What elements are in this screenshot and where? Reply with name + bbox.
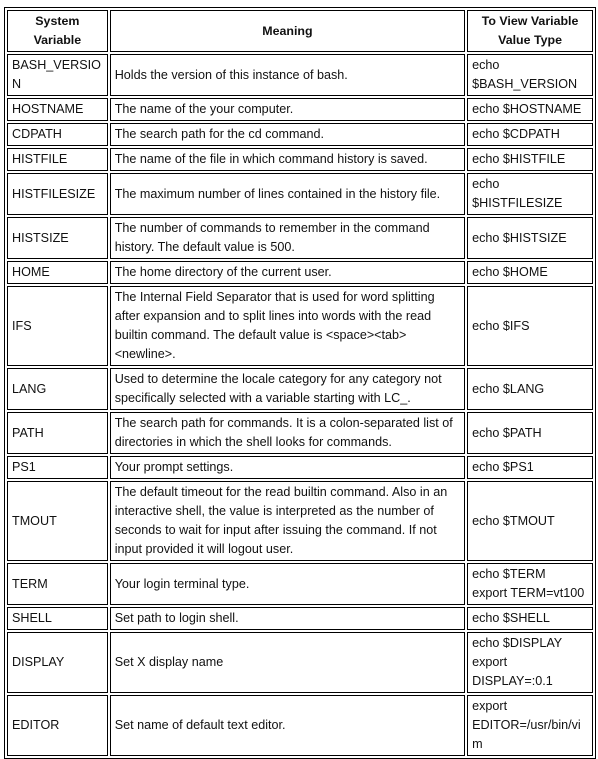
view-command-line: echo (472, 58, 500, 72)
meaning-cell: The default timeout for the read builtin command. Also in an interactive shell, the value is interpreted as the number of seconds to wait for input after issuing the command. If not input provided it will logout user. (110, 481, 465, 561)
table-row (7, 563, 593, 605)
table-row (7, 148, 593, 171)
view-command-line: echo $CDPATH (472, 127, 560, 141)
view-command-line: DISPLAY=:0.1 (472, 674, 553, 688)
meaning-cell: The name of the file in which command history is saved. (110, 148, 465, 171)
table-row (7, 607, 593, 630)
variable-name-cell: HISTFILESIZE (7, 173, 108, 215)
variable-name-cell: PS1 (7, 456, 108, 479)
variable-name-cell: HOME (7, 261, 108, 284)
view-command-line: export (472, 699, 508, 713)
view-command-line: echo $PATH (472, 425, 542, 440)
table-row (7, 261, 593, 284)
view-command-line: echo $HISTSIZE (472, 230, 567, 245)
variable-name-cell: TERM (7, 563, 108, 605)
meaning-cell: The search path for commands. It is a colon-separated list of directories in which the shell looks for commands. (110, 412, 465, 454)
table-row (7, 217, 593, 259)
meaning-cell: Your login terminal type. (110, 563, 465, 605)
table-body (7, 54, 593, 756)
view-command-cell (467, 217, 593, 259)
table-row (7, 632, 593, 693)
table-row (7, 412, 593, 454)
view-command-line: echo $LANG (472, 381, 545, 396)
table-row (7, 481, 593, 561)
view-command-cell (467, 173, 593, 215)
meaning-cell: The search path for the cd command. (110, 123, 465, 146)
view-command-line: echo $HOSTNAME (472, 102, 582, 116)
table-row (7, 456, 593, 479)
view-command-line: $HISTFILESIZE (472, 196, 563, 210)
view-command-cell (467, 563, 593, 605)
meaning-cell: Set name of default text editor. (110, 695, 465, 756)
variable-name-cell: HISTFILE (7, 148, 108, 171)
view-command-line: echo $SHELL (472, 611, 550, 625)
meaning-cell: Set path to login shell. (110, 607, 465, 630)
variable-name-cell: TMOUT (7, 481, 108, 561)
view-command-line: echo $TERM (472, 567, 546, 581)
view-command-cell (467, 632, 593, 693)
variable-name-cell: CDPATH (7, 123, 108, 146)
view-command-cell (467, 412, 593, 454)
view-command-cell (467, 98, 593, 121)
view-command-line: export TERM=vt100 (472, 586, 585, 600)
variable-name-cell: SHELL (7, 607, 108, 630)
meaning-cell: The Internal Field Separator that is used for word splitting after expansion and to split lines into words with the read builtin command. The default value is <space><tab><newline>. (110, 286, 465, 366)
header-meaning: Meaning (110, 10, 465, 52)
view-command-cell (467, 456, 593, 479)
header-row (7, 10, 593, 52)
view-command-cell (467, 286, 593, 366)
table-row (7, 123, 593, 146)
view-command-cell (467, 261, 593, 284)
variable-name-cell: BASH_VERSION (7, 54, 108, 96)
view-command-line: echo $HOME (472, 265, 548, 279)
variable-name-cell: DISPLAY (7, 632, 108, 693)
header-view-value: To View Variable Value Type (467, 10, 593, 52)
view-command-line: $BASH_VERSION (472, 77, 578, 91)
table-row (7, 54, 593, 96)
view-command-line: echo $HISTFILE (472, 152, 566, 166)
view-command-cell (467, 481, 593, 561)
table-row (7, 368, 593, 410)
view-command-cell (467, 368, 593, 410)
view-command-cell (467, 607, 593, 630)
table-row (7, 173, 593, 215)
header-system-variable: System Variable (7, 10, 108, 52)
view-command-line: echo $TMOUT (472, 513, 555, 528)
variable-name-cell: IFS (7, 286, 108, 366)
meaning-cell: The home directory of the current user. (110, 261, 465, 284)
view-command-cell (467, 123, 593, 146)
system-variables-table (4, 7, 596, 759)
view-command-cell (467, 54, 593, 96)
meaning-cell: Holds the version of this instance of bash. (110, 54, 465, 96)
variable-name-cell: HOSTNAME (7, 98, 108, 121)
view-command-line: echo $IFS (472, 318, 530, 333)
view-command-line: EDITOR=/usr/bin/vim (472, 718, 581, 751)
table-row (7, 695, 593, 756)
variable-name-cell: EDITOR (7, 695, 108, 756)
view-command-line: echo $DISPLAY (472, 636, 563, 650)
meaning-cell: Used to determine the locale category for any category not specifically selected with a variable starting with LC_. (110, 368, 465, 410)
variable-name-cell: HISTSIZE (7, 217, 108, 259)
view-command-line: echo (472, 177, 500, 191)
meaning-cell: The maximum number of lines contained in the history file. (110, 173, 465, 215)
view-command-line: export (472, 655, 508, 669)
table-row (7, 98, 593, 121)
meaning-cell: Set X display name (110, 632, 465, 693)
variable-name-cell: PATH (7, 412, 108, 454)
meaning-cell: The name of the your computer. (110, 98, 465, 121)
table-row (7, 286, 593, 366)
meaning-cell: Your prompt settings. (110, 456, 465, 479)
view-command-line: echo $PS1 (472, 460, 534, 474)
variable-name-cell: LANG (7, 368, 108, 410)
meaning-cell: The number of commands to remember in the command history. The default value is 500. (110, 217, 465, 259)
view-command-cell (467, 695, 593, 756)
view-command-cell (467, 148, 593, 171)
